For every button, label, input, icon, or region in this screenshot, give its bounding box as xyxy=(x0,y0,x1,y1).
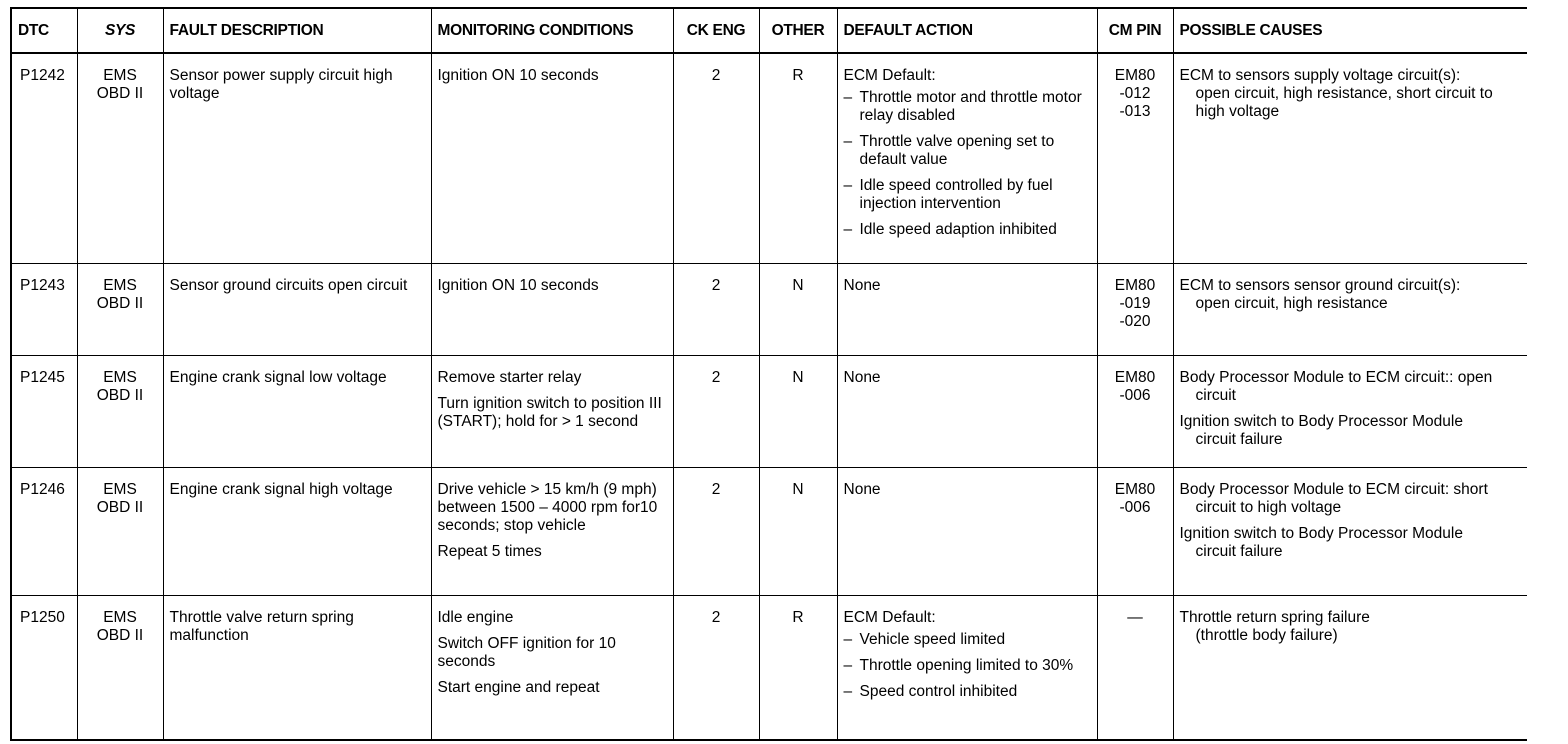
cm-pin-line: -013 xyxy=(1119,103,1151,120)
sys-line: OBD II xyxy=(96,627,144,644)
default-action-item xyxy=(844,683,1091,701)
cm-pin-line: -012 xyxy=(1119,85,1151,102)
cm-pin-line: EM80 xyxy=(1114,369,1156,386)
possible-causes-cell xyxy=(1173,53,1527,264)
sys-cell xyxy=(77,356,163,468)
header-other: OTHER xyxy=(759,8,837,53)
sys-line: OBD II xyxy=(96,499,144,516)
default-action-head: ECM Default: xyxy=(843,67,936,84)
table-row xyxy=(11,53,1527,264)
monitoring-conditions-cell xyxy=(431,596,673,741)
dash-bullet: – xyxy=(843,133,853,150)
possible-causes-cell xyxy=(1173,596,1527,741)
header-row xyxy=(11,8,1527,53)
cm-pin-cell xyxy=(1097,356,1173,468)
table-row xyxy=(11,264,1527,356)
other-value: N xyxy=(792,481,804,498)
ck-eng-cell xyxy=(673,596,759,741)
header-cm-pin: CM PIN xyxy=(1097,8,1173,53)
header-possible-causes: POSSIBLE CAUSES xyxy=(1173,8,1527,53)
cm-pin-cell xyxy=(1097,264,1173,356)
header-dtc: DTC xyxy=(11,8,77,53)
cm-pin-cell xyxy=(1097,596,1173,741)
fault-description: Sensor ground circuits open circuit xyxy=(169,277,408,294)
cm-pin-line: EM80 xyxy=(1114,277,1156,294)
possible-cause xyxy=(1180,67,1522,121)
possible-cause-first-line: Body Processor Module to ECM circuit: short xyxy=(1179,481,1488,498)
default-action-text: Vehicle speed limited xyxy=(859,631,1006,648)
monitoring-condition: Idle engine xyxy=(437,609,514,626)
monitoring-condition: Ignition ON 10 seconds xyxy=(437,67,599,84)
default-action-item xyxy=(844,631,1091,649)
sys-line: OBD II xyxy=(96,387,144,404)
header-default-action: DEFAULT ACTION xyxy=(837,8,1097,53)
ck-eng-value: 2 xyxy=(711,67,721,84)
header-ck-eng: CK ENG xyxy=(673,8,759,53)
dtc-code-cell xyxy=(11,264,77,356)
sys-line: EMS xyxy=(103,369,137,386)
table-row xyxy=(11,356,1527,468)
default-action-cell xyxy=(837,53,1097,264)
default-action-item xyxy=(844,177,1091,213)
possible-cause xyxy=(1180,525,1522,561)
ck-eng-cell xyxy=(673,53,759,264)
default-action-cell xyxy=(837,596,1097,741)
possible-cause xyxy=(1180,369,1522,405)
possible-cause-continuation: (throttle body failure) xyxy=(1195,627,1338,644)
cm-pin-line: -006 xyxy=(1119,387,1151,404)
possible-causes-cell xyxy=(1173,356,1527,468)
other-value: R xyxy=(792,67,804,84)
dash-bullet: – xyxy=(843,683,853,700)
monitoring-condition: Turn ignition switch to position III (START); hold for > 1 second xyxy=(437,395,662,430)
possible-cause-first-line: Throttle return spring failure xyxy=(1179,609,1370,626)
sys-line: EMS xyxy=(103,277,137,294)
possible-cause-first-line: Ignition switch to Body Processor Module xyxy=(1179,525,1463,542)
possible-causes-cell xyxy=(1173,264,1527,356)
default-action-text: Idle speed adaption inhibited xyxy=(859,221,1057,238)
ck-eng-value: 2 xyxy=(711,609,721,626)
cm-pin-line: EM80 xyxy=(1114,67,1156,84)
sys-line: OBD II xyxy=(96,295,144,312)
possible-cause xyxy=(1180,413,1522,449)
other-cell xyxy=(759,468,837,596)
cm-pin-line: -019 xyxy=(1119,295,1151,312)
cm-pin-line: -020 xyxy=(1119,313,1151,330)
other-value: R xyxy=(792,609,804,626)
ck-eng-cell xyxy=(673,468,759,596)
possible-cause-continuation: open circuit, high resistance xyxy=(1195,295,1388,312)
sys-line: EMS xyxy=(103,67,137,84)
sys-cell xyxy=(77,596,163,741)
possible-cause xyxy=(1180,277,1522,313)
monitoring-condition: Switch OFF ignition for 10 seconds xyxy=(437,635,616,670)
ck-eng-value: 2 xyxy=(711,481,721,498)
default-action-cell xyxy=(837,468,1097,596)
other-cell xyxy=(759,264,837,356)
table-body xyxy=(11,53,1527,740)
dtc-code: P1250 xyxy=(20,609,65,626)
default-action-text: Idle speed controlled by fuel injection intervention xyxy=(859,177,1053,212)
dash-bullet: – xyxy=(843,177,853,194)
default-action-head: ECM Default: xyxy=(843,609,936,626)
possible-cause-continuation: open circuit, high resistance, short circuit to high voltage xyxy=(1195,85,1493,120)
ck-eng-value: 2 xyxy=(711,277,721,294)
dtc-code: P1245 xyxy=(20,369,65,386)
cm-pin-line: — xyxy=(1127,609,1143,626)
possible-cause-continuation: circuit to high voltage xyxy=(1195,499,1342,516)
monitoring-condition: Drive vehicle > 15 km/h (9 mph) between 1500 – 4000 rpm for10 seconds; stop vehicle xyxy=(437,481,658,534)
other-cell xyxy=(759,596,837,741)
dtc-code: P1243 xyxy=(20,277,65,294)
monitoring-condition: Start engine and repeat xyxy=(437,679,600,696)
fault-description-cell xyxy=(163,264,431,356)
fault-description: Engine crank signal high voltage xyxy=(169,481,393,498)
possible-cause-first-line: ECM to sensors sensor ground circuit(s): xyxy=(1179,277,1461,294)
default-action-text: Throttle valve opening set to default value xyxy=(859,133,1055,168)
fault-description-cell xyxy=(163,356,431,468)
dtc-code: P1242 xyxy=(20,67,65,84)
possible-cause xyxy=(1180,481,1522,517)
dtc-code-cell xyxy=(11,468,77,596)
default-action-head: None xyxy=(843,481,881,498)
default-action-item xyxy=(844,657,1091,675)
monitoring-condition: Remove starter relay xyxy=(437,369,582,386)
dtc-table xyxy=(10,7,1527,741)
monitoring-condition: Ignition ON 10 seconds xyxy=(437,277,599,294)
cm-pin-line: EM80 xyxy=(1114,481,1156,498)
default-action-cell xyxy=(837,356,1097,468)
header-sys: SYS xyxy=(77,8,163,53)
possible-cause-continuation: circuit xyxy=(1195,387,1236,404)
table-row xyxy=(11,596,1527,741)
possible-cause-first-line: Body Processor Module to ECM circuit:: open xyxy=(1179,369,1493,386)
dash-bullet: – xyxy=(843,631,853,648)
dtc-code: P1246 xyxy=(20,481,65,498)
other-value: N xyxy=(792,369,804,386)
fault-description-cell xyxy=(163,596,431,741)
sys-line: EMS xyxy=(103,481,137,498)
sys-cell xyxy=(77,468,163,596)
default-action-cell xyxy=(837,264,1097,356)
header-fault-description: FAULT DESCRIPTION xyxy=(163,8,431,53)
other-cell xyxy=(759,53,837,264)
possible-cause-first-line: Ignition switch to Body Processor Module xyxy=(1179,413,1463,430)
fault-description: Sensor power supply circuit high voltage xyxy=(169,67,393,102)
possible-causes-cell xyxy=(1173,468,1527,596)
cm-pin-cell xyxy=(1097,468,1173,596)
sys-cell xyxy=(77,53,163,264)
cm-pin-cell xyxy=(1097,53,1173,264)
default-action-item xyxy=(844,221,1091,239)
monitoring-conditions-cell xyxy=(431,53,673,264)
other-cell xyxy=(759,356,837,468)
table-row xyxy=(11,468,1527,596)
monitoring-condition: Repeat 5 times xyxy=(437,543,542,560)
possible-cause xyxy=(1180,609,1522,645)
monitoring-conditions-cell xyxy=(431,264,673,356)
sys-line: EMS xyxy=(103,609,137,626)
dtc-code-cell xyxy=(11,356,77,468)
other-value: N xyxy=(792,277,804,294)
cm-pin-line: -006 xyxy=(1119,499,1151,516)
default-action-text: Throttle motor and throttle motor relay disabled xyxy=(859,89,1082,124)
possible-cause-continuation: circuit failure xyxy=(1195,431,1283,448)
ck-eng-value: 2 xyxy=(711,369,721,386)
possible-cause-continuation: circuit failure xyxy=(1195,543,1283,560)
default-action-text: Throttle opening limited to 30% xyxy=(859,657,1074,674)
dash-bullet: – xyxy=(843,657,853,674)
fault-description-cell xyxy=(163,468,431,596)
ck-eng-cell xyxy=(673,264,759,356)
default-action-head: None xyxy=(843,277,881,294)
fault-description-cell xyxy=(163,53,431,264)
default-action-item xyxy=(844,133,1091,169)
default-action-item xyxy=(844,89,1091,125)
monitoring-conditions-cell xyxy=(431,468,673,596)
dash-bullet: – xyxy=(843,221,853,238)
fault-description: Throttle valve return spring malfunction xyxy=(169,609,354,644)
default-action-head: None xyxy=(843,369,881,386)
ck-eng-cell xyxy=(673,356,759,468)
default-action-text: Speed control inhibited xyxy=(859,683,1018,700)
sys-line: OBD II xyxy=(96,85,144,102)
possible-cause-first-line: ECM to sensors supply voltage circuit(s): xyxy=(1179,67,1461,84)
dtc-code-cell xyxy=(11,596,77,741)
monitoring-conditions-cell xyxy=(431,356,673,468)
dash-bullet: – xyxy=(843,89,853,106)
sys-cell xyxy=(77,264,163,356)
header-monitoring-conditions: MONITORING CONDITIONS xyxy=(431,8,673,53)
dtc-code-cell xyxy=(11,53,77,264)
fault-description: Engine crank signal low voltage xyxy=(169,369,387,386)
